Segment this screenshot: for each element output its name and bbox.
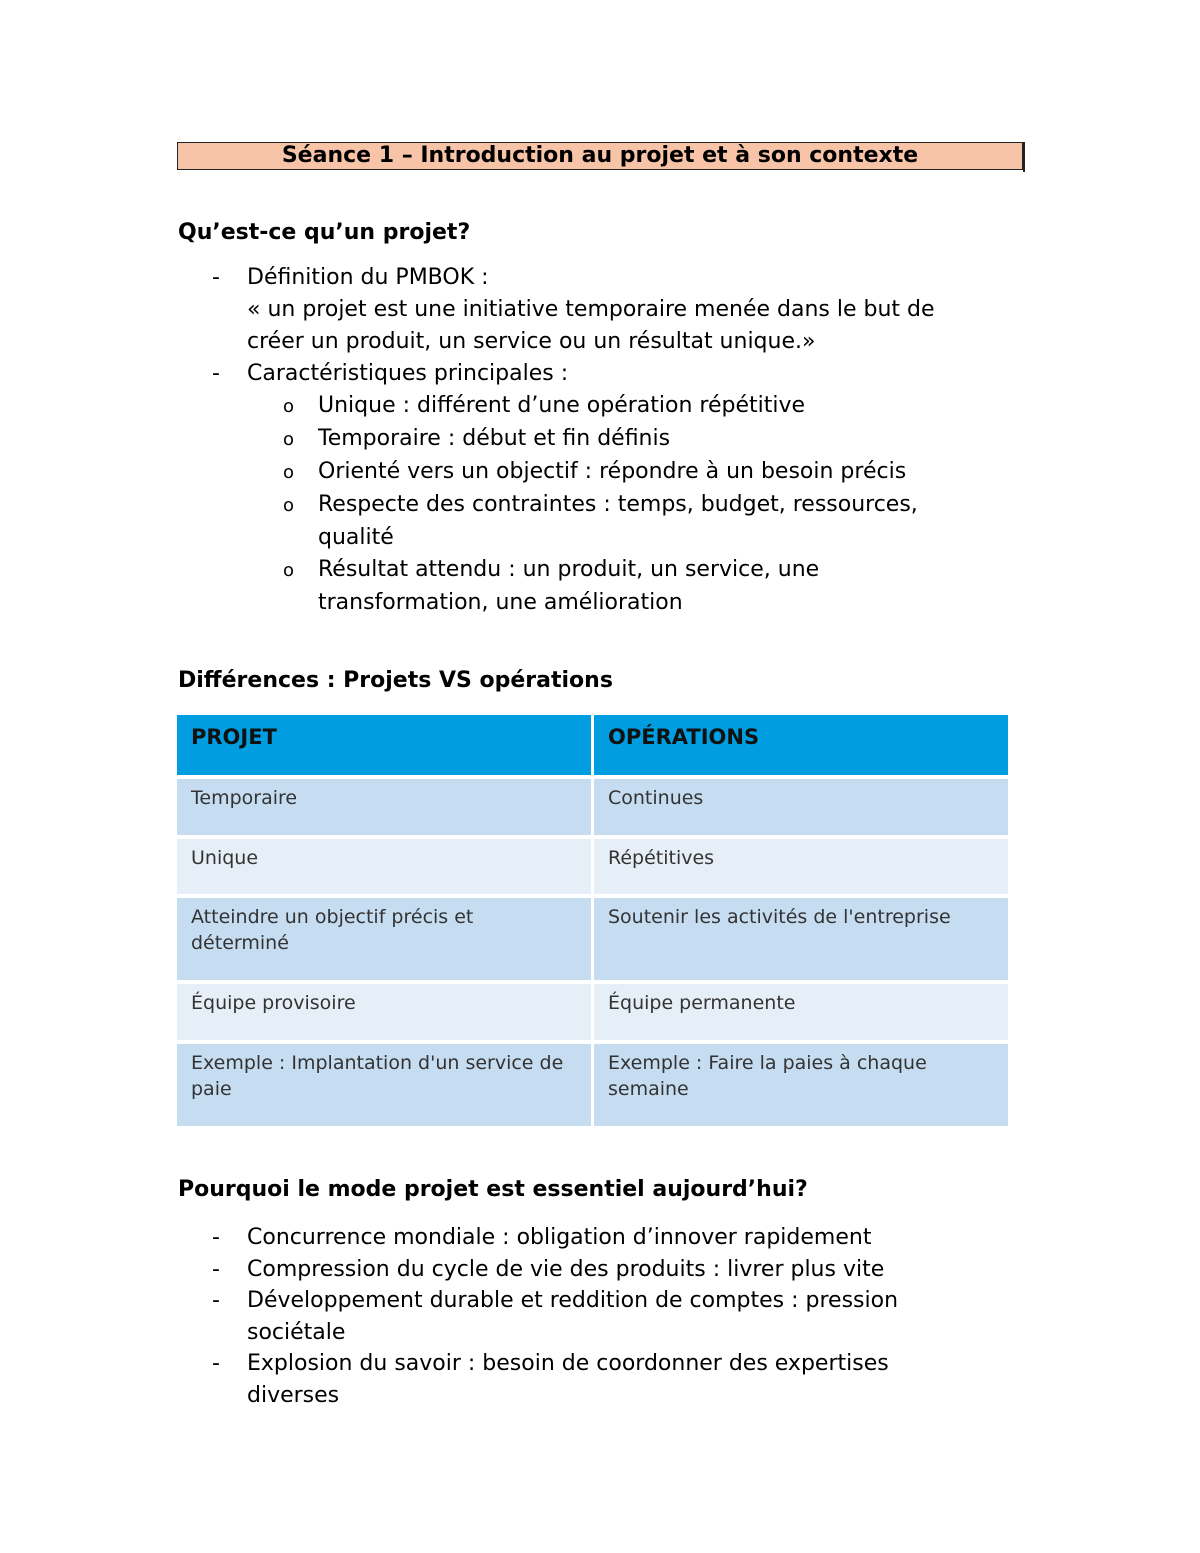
page-title: Séance 1 – Introduction au projet et à son contexte [177,142,1023,170]
circle-bullet: o [283,462,295,483]
circle-bullet: o [283,396,295,417]
table-cell: Atteindre un objectif précis et déterminé [177,898,591,980]
characteristic-item: Orienté vers un objectif : répondre à un besoin précis [318,459,907,484]
reason-item-continuation: sociétale [247,1320,346,1345]
circle-bullet: o [283,495,295,516]
dash-bullet: - [212,361,220,386]
table-row [177,898,1008,980]
table-cell: Équipe provisoire [177,984,591,1040]
table-cell: Exemple : Faire la paies à chaque semaine [594,1044,1008,1126]
definition-text-line: créer un produit, un service ou un résultat unique.» [247,329,816,354]
characteristic-item: Unique : différent d’une opération répétitive [318,393,806,418]
table-cell: Unique [177,839,591,894]
table-row [177,984,1008,1040]
circle-bullet: o [283,560,295,581]
dash-bullet: - [212,1351,220,1376]
dash-bullet: - [212,1288,220,1313]
table-cell: Temporaire [177,779,591,835]
circle-bullet: o [283,429,295,450]
section-heading-why-project-mode: Pourquoi le mode projet est essentiel aujourd’hui? [178,1177,808,1202]
table-cell: Soutenir les activités de l'entreprise [594,898,1008,980]
reason-item-continuation: diverses [247,1383,340,1408]
column-header-operations: OPÉRATIONS [594,715,1008,775]
characteristic-item-continuation: transformation, une amélioration [318,590,683,615]
table-cell: Continues [594,779,1008,835]
table-row [177,839,1008,894]
characteristic-item: Résultat attendu : un produit, un service, une [318,557,820,582]
characteristics-label: Caractéristiques principales : [247,361,569,386]
section-heading-differences: Différences : Projets VS opérations [178,668,613,693]
table-cell: Équipe permanente [594,984,1008,1040]
definition-label: Définition du PMBOK : [247,265,489,290]
table-cell: Exemple : Implantation d'un service de paie [177,1044,591,1126]
dash-bullet: - [212,265,220,290]
characteristic-item-continuation: qualité [318,525,394,550]
reason-item: Explosion du savoir : besoin de coordonner des expertises [247,1351,889,1376]
comparison-table [174,711,1011,1130]
dash-bullet: - [212,1257,220,1282]
table-row [177,779,1008,835]
section-heading-what-is-project: Qu’est-ce qu’un projet? [178,220,471,245]
table-cell: Répétitives [594,839,1008,894]
dash-bullet: - [212,1225,220,1250]
characteristic-item: Respecte des contraintes : temps, budget, ressources, [318,492,918,517]
definition-text-line: « un projet est une initiative temporaire menée dans le but de [247,297,935,322]
table-row [177,1044,1008,1126]
characteristic-item: Temporaire : début et fin définis [318,426,671,451]
reason-item: Développement durable et reddition de comptes : pression [247,1288,899,1313]
reason-item: Concurrence mondiale : obligation d’innover rapidement [247,1225,872,1250]
column-header-projet: PROJET [177,715,591,775]
reason-item: Compression du cycle de vie des produits : livrer plus vite [247,1257,885,1282]
table-header-row [177,715,1008,775]
